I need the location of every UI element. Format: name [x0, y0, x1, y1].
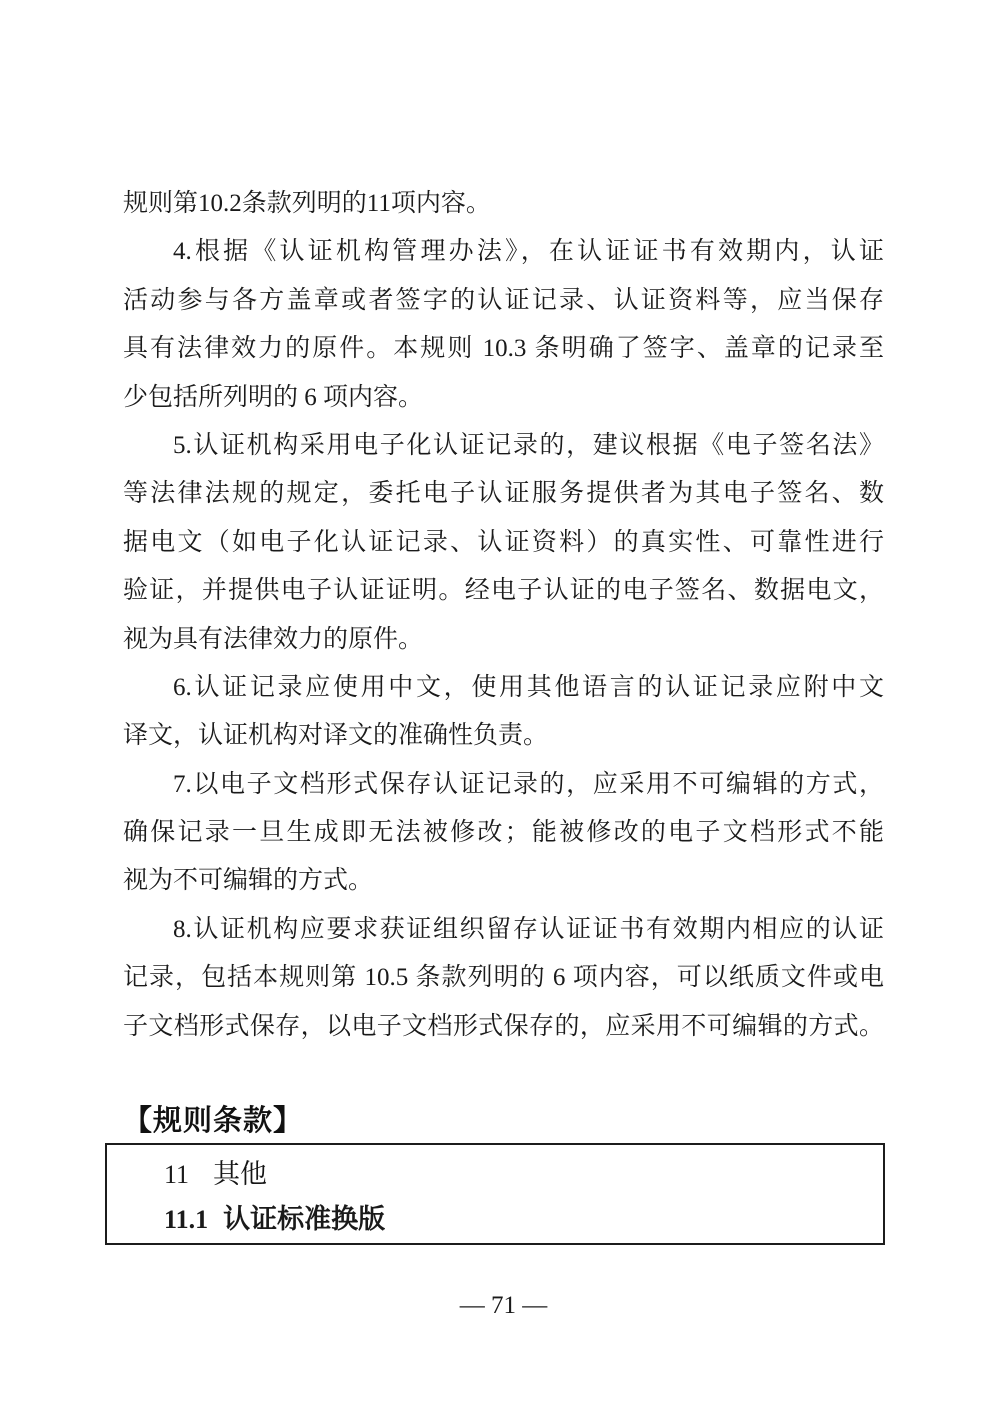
- text-line: 视为具有法律效力的原件。: [123, 625, 424, 653]
- text-line: 确保记录一旦生成即无法被修改；能被修改的电子文档形式不能: [123, 819, 884, 847]
- paragraph: [123, 228, 884, 422]
- rule-number: 11: [164, 1159, 190, 1189]
- rule-clause-box: [105, 1143, 885, 1245]
- rule-item-11-1: [164, 1197, 883, 1236]
- paragraph: [123, 664, 884, 761]
- body-text: [123, 180, 884, 1051]
- text-line: 视为不可编辑的方式。: [123, 867, 374, 895]
- text-line: 记录，包括本规则第 10.5 条款列明的 6 项内容，可以纸质文件或电: [123, 964, 884, 992]
- section-heading: 【规则条款】: [123, 1105, 304, 1137]
- text-line: 活动参与各方盖章或者签字的认证记录、认证资料等，应当保存: [123, 286, 884, 314]
- page-number: — 71 —: [459, 1292, 548, 1319]
- paragraph: [123, 422, 884, 664]
- text-line: 8.认证机构应要求获证组织留存认证证书有效期内相应的认证: [173, 915, 884, 943]
- text-line: 译文，认证机构对译文的准确性负责。: [123, 722, 549, 750]
- rule-number: 11.1: [164, 1205, 209, 1235]
- text-line: 5.认证机构采用电子化认证记录的，建议根据《电子签名法》: [173, 431, 884, 459]
- rule-title: 认证标准换版: [223, 1204, 386, 1235]
- paragraph: [123, 906, 884, 1051]
- text-line: 7.以电子文档形式保存认证记录的，应采用不可编辑的方式，: [173, 770, 884, 798]
- paragraph: [123, 180, 884, 228]
- paragraph: [123, 761, 884, 906]
- text-line: 6.认证记录应使用中文，使用其他语言的认证记录应附中文: [173, 673, 884, 701]
- text-line: 4.根据《认证机构管理办法》，在认证证书有效期内，认证: [173, 238, 884, 266]
- text-line: 子文档形式保存，以电子文档形式保存的，应采用不可编辑的方式。: [123, 1012, 884, 1040]
- text-line: 少包括所列明的 6 项内容。: [123, 383, 424, 411]
- text-line: 规则第10.2条款列明的11项内容。: [123, 190, 491, 217]
- rule-item-11: [164, 1152, 883, 1191]
- text-line: 具有法律效力的原件。本规则 10.3 条明确了签字、盖章的记录至: [123, 335, 884, 363]
- rule-title: 其他: [213, 1158, 268, 1189]
- text-line: 据电文（如电子化认证记录、认证资料）的真实性、可靠性进行: [123, 528, 884, 556]
- text-line: 等法律法规的规定，委托电子认证服务提供者为其电子签名、数: [123, 480, 884, 508]
- text-line: 验证，并提供电子认证证明。经电子认证的电子签名、数据电文，: [123, 577, 884, 605]
